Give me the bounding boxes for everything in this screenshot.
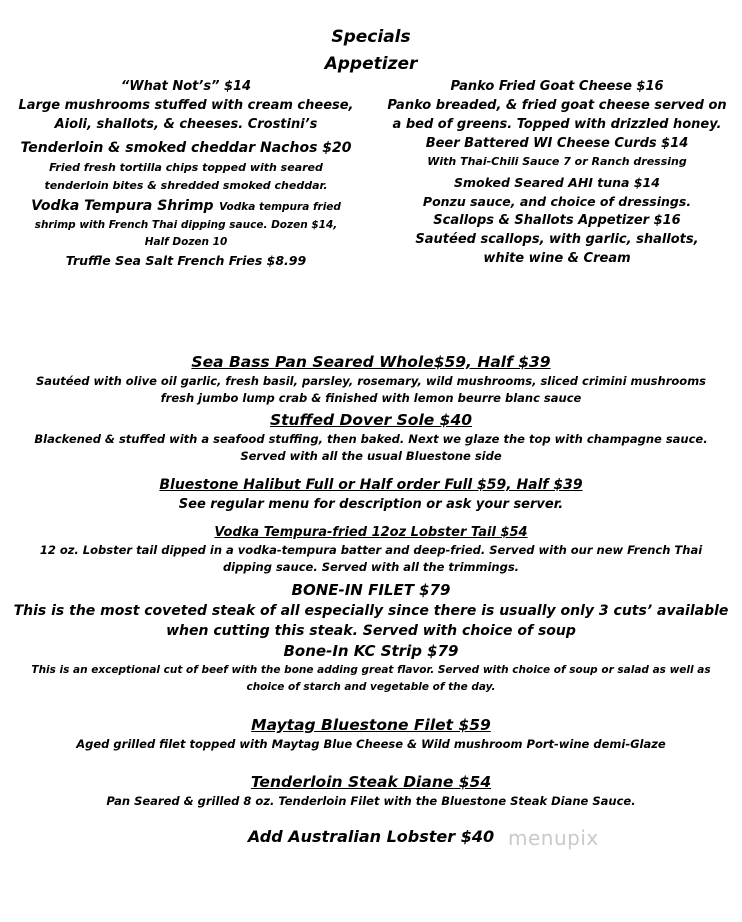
entree-title: Bone-In KC Strip $79 xyxy=(283,642,459,660)
specials-heading: Specials xyxy=(331,27,411,47)
appetizer-title: Panko Fried Goat Cheese $16 xyxy=(450,79,664,94)
appetizer-heading: Appetizer xyxy=(324,54,418,74)
appetizer-desc: Ponzu sauce, and choice of dressings. xyxy=(422,194,692,209)
menu-header xyxy=(0,0,742,78)
appetizers-section xyxy=(0,77,742,270)
entree-desc: Sautéed with olive oil garlic, fresh basil, parsley, rosemary, wild mushrooms, sliced crimini mushrooms xyxy=(35,374,707,388)
appetizer-item xyxy=(372,211,742,268)
watermark-logo: menupix xyxy=(508,826,599,850)
entree-desc: Aged grilled filet topped with Maytag Blue Cheese & Wild mushroom Port-wine demi-Glaze xyxy=(76,737,666,751)
entree-desc: choice of starch and vegetable of the day. xyxy=(246,681,496,693)
appetizer-desc: Large mushrooms stuffed with cream cheese, xyxy=(18,98,354,113)
appetizer-title: Vodka Tempura Shrimp xyxy=(31,198,214,214)
appetizer-title-row xyxy=(0,195,372,217)
entree-title: BONE-IN FILET $79 xyxy=(291,581,451,599)
appetizer-desc: Fried fresh tortilla chips topped with seared xyxy=(49,161,323,174)
appetizer-item xyxy=(372,173,742,211)
entree-item xyxy=(0,580,742,641)
entree-item xyxy=(0,351,742,407)
appetizers-right-column xyxy=(372,77,742,270)
entree-title: Stuffed Dover Sole $40 xyxy=(269,411,473,429)
entrees-section xyxy=(0,351,742,847)
appetizer-title: Beer Battered WI Cheese Curds $14 xyxy=(425,136,689,151)
entree-title: Tenderloin Steak Diane $54 xyxy=(250,773,492,791)
appetizer-item xyxy=(372,134,742,171)
entree-desc: 12 oz. Lobster tail dipped in a vodka-tempura batter and deep-fried. Served with our new French Thai xyxy=(39,543,703,557)
appetizer-desc: Vodka tempura fried xyxy=(219,201,341,213)
entree-item xyxy=(0,771,742,810)
entree-desc: This is an exceptional cut of beef with the bone adding great flavor. Served with choice of soup or salad as well as xyxy=(31,664,711,676)
entree-desc: dipping sauce. Served with all the trimmings. xyxy=(222,560,520,574)
entree-desc: Blackened & stuffed with a seafood stuffing, then baked. Next we glaze the top with champagne sauce. xyxy=(34,432,708,446)
entree-title: Bluestone Halibut Full or Half order Full $59, Half $39 xyxy=(159,477,583,493)
appetizer-title: Truffle Sea Salt French Fries $8.99 xyxy=(65,253,307,268)
entree-desc: when cutting this steak. Served with choice of soup xyxy=(166,623,576,639)
entree-title: Add Australian Lobster $40 xyxy=(247,827,495,846)
appetizer-desc: With Thai-Chili Sauce 7 or Ranch dressing xyxy=(427,155,687,168)
entree-item xyxy=(0,714,742,753)
appetizer-desc: Half Dozen 10 xyxy=(144,236,228,248)
appetizer-desc: Panko breaded, & fried goat cheese served on xyxy=(387,98,727,113)
appetizer-desc: Aioli, shallots, & cheeses. Crostini’s xyxy=(54,117,318,132)
entree-item xyxy=(0,641,742,696)
entree-desc: See regular menu for description or ask your server. xyxy=(178,497,564,512)
entree-desc: This is the most coveted steak of all especially since there is usually only 3 cuts’ available xyxy=(13,603,729,619)
entree-item xyxy=(0,523,742,576)
entree-item xyxy=(0,475,742,515)
entree-title: Sea Bass Pan Seared Whole$59, Half $39 xyxy=(191,353,551,371)
appetizer-title: Smoked Seared AHI tuna $14 xyxy=(454,175,660,190)
appetizers-left-column xyxy=(0,77,372,270)
appetizer-desc: a bed of greens. Topped with drizzled honey. xyxy=(392,117,722,132)
appetizer-desc: shrimp with French Thai dipping sauce. Dozen $14, xyxy=(34,219,338,231)
appetizer-title: “What Not’s” $14 xyxy=(120,79,252,94)
appetizer-title: Tenderloin & smoked cheddar Nachos $20 xyxy=(20,140,352,156)
appetizer-desc: white wine & Cream xyxy=(483,251,631,266)
appetizer-item xyxy=(0,195,372,251)
entree-title: Maytag Bluestone Filet $59 xyxy=(251,716,491,734)
entree-item xyxy=(0,826,742,847)
entree-desc: Pan Seared & grilled 8 oz. Tenderloin Filet with the Bluestone Steak Diane Sauce. xyxy=(106,794,636,808)
entree-item xyxy=(0,409,742,465)
appetizer-title: Scallops & Shallots Appetizer $16 xyxy=(433,213,681,228)
appetizer-item xyxy=(0,138,372,195)
entree-title: Vodka Tempura-fried 12oz Lobster Tail $54 xyxy=(214,525,528,540)
appetizer-item xyxy=(372,77,742,134)
entree-desc: Served with all the usual Bluestone side xyxy=(240,449,502,463)
appetizer-desc: tenderloin bites & shredded smoked cheddar. xyxy=(44,179,328,192)
appetizer-item xyxy=(0,77,372,134)
appetizer-desc: Sautéed scallops, with garlic, shallots, xyxy=(415,232,699,247)
entree-desc: fresh jumbo lump crab & finished with lemon beurre blanc sauce xyxy=(160,391,582,405)
appetizer-item xyxy=(0,251,372,270)
